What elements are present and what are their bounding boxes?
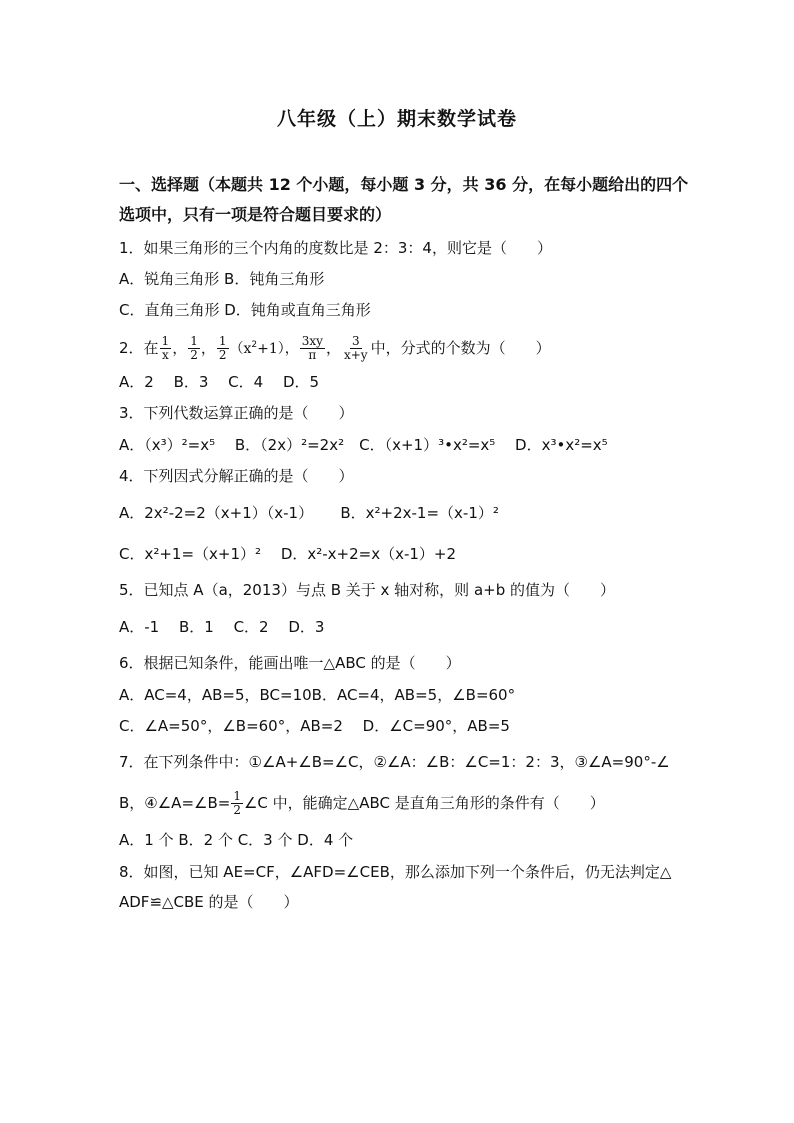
question-8-stem: 8．如图，已知 AE=CF，∠AFD=∠CEB，那么添加下列一个条件后，仍无法判定△ — [119, 863, 672, 881]
fraction-numerator: 3xy — [301, 334, 323, 348]
question-3-stem: 3．下列代数运算正确的是（ ） — [119, 404, 354, 422]
fraction-numerator: 1 — [218, 334, 227, 348]
separator: ， — [200, 339, 216, 357]
question-4-options-cd: C．x²+1=（x+1）² D．x²-x+2=x（x-1）+2 — [119, 545, 457, 563]
question-7-stem-line2 — [119, 788, 605, 818]
fraction-3-over-x-plus-y — [342, 335, 370, 362]
exponent: 2 — [251, 340, 258, 350]
fraction-numerator: 1 — [161, 334, 170, 348]
fraction-numerator: 3 — [351, 334, 360, 348]
separator: ， — [172, 339, 188, 357]
fraction-denominator: π — [308, 348, 317, 362]
question-5-stem: 5．已知点 A（a，2013）与点 B 关于 x 轴对称，则 a+b 的值为（ ） — [119, 581, 615, 599]
fraction-3xy-over-pi — [300, 335, 325, 362]
question-2-stem — [119, 330, 551, 364]
question-5-options: A．-1 B．1 C．2 D．3 — [119, 618, 325, 636]
question-4-options-ab: A．2x²-2=2（x+1）（x-1） B．x²+2x-1=（x-1）² — [119, 504, 499, 522]
fraction-numerator: 1 — [190, 334, 198, 348]
fraction-denominator: x+y — [343, 348, 368, 362]
question-6-options-ab: A．AC=4，AB=5，BC=10B．AC=4，AB=5，∠B=60° — [119, 686, 516, 704]
section-heading-line1: 一、选择题（本题共 12 个小题，每小题 3 分，共 36 分，在每小题给出的四个 — [119, 175, 689, 194]
question-1-options-cd: C．直角三角形 D．钝角或直角三角形 — [119, 301, 371, 319]
question-3-options: A．（x³）²=x⁵ B．（2x）²=2x² C．（x+1）³•x²=x⁵ D．x³•x²=x⁵ — [119, 436, 608, 454]
fraction-denominator: 2 — [233, 803, 241, 817]
question-1-stem: 1．如果三角形的三个内角的度数比是 2：3：4，则它是（ ） — [119, 239, 552, 257]
expression-part: +1）， — [257, 341, 299, 357]
question-4-stem: 4．下列因式分解正确的是（ ） — [119, 467, 354, 485]
question-7-stem: 7．在下列条件中：①∠A+∠B=∠C，②∠A：∠B：∠C=1：2：3，③∠A=90°-∠ — [119, 753, 670, 771]
q7-line2-prefix: B，④∠A=∠B= — [119, 794, 231, 812]
q7-line2-suffix: ∠C 中，能确定△ABC 是直角三角形的条件有（ ） — [243, 794, 605, 812]
q2-prefix: 2．在 — [119, 339, 159, 357]
question-6-stem: 6．根据已知条件，能画出唯一△ABC 的是（ ） — [119, 654, 461, 672]
fraction-numerator: 1 — [233, 789, 241, 803]
question-2-options: A．2 B．3 C．4 D．5 — [119, 373, 320, 391]
page-title: 八年级（上）期末数学试卷 — [276, 108, 517, 130]
question-6-options-cd: C．∠A=50°，∠B=60°，AB=2 D．∠C=90°，AB=5 — [119, 717, 510, 735]
fraction-one-half — [231, 790, 243, 817]
fraction-1-over-x — [160, 335, 172, 362]
question-8-stem-line2: ADF≌△CBE 的是（ ） — [119, 893, 299, 911]
expression-part: （x — [229, 341, 252, 357]
fraction-denominator: 2 — [190, 348, 198, 362]
fraction-half-coefficient — [217, 335, 229, 362]
fraction-1-over-2 — [188, 335, 200, 362]
fraction-denominator: x — [161, 348, 169, 362]
question-1-options-ab: A．锐角三角形 B．钝角三角形 — [119, 270, 325, 288]
fraction-denominator: 2 — [218, 348, 227, 362]
separator: ， — [325, 339, 341, 357]
section-heading-line2: 选项中，只有一项是符合题目要求的） — [119, 205, 392, 224]
q2-suffix: 中，分式的个数为（ ） — [370, 339, 551, 357]
question-7-options: A．1 个 B．2 个 C．3 个 D．4 个 — [119, 831, 354, 849]
